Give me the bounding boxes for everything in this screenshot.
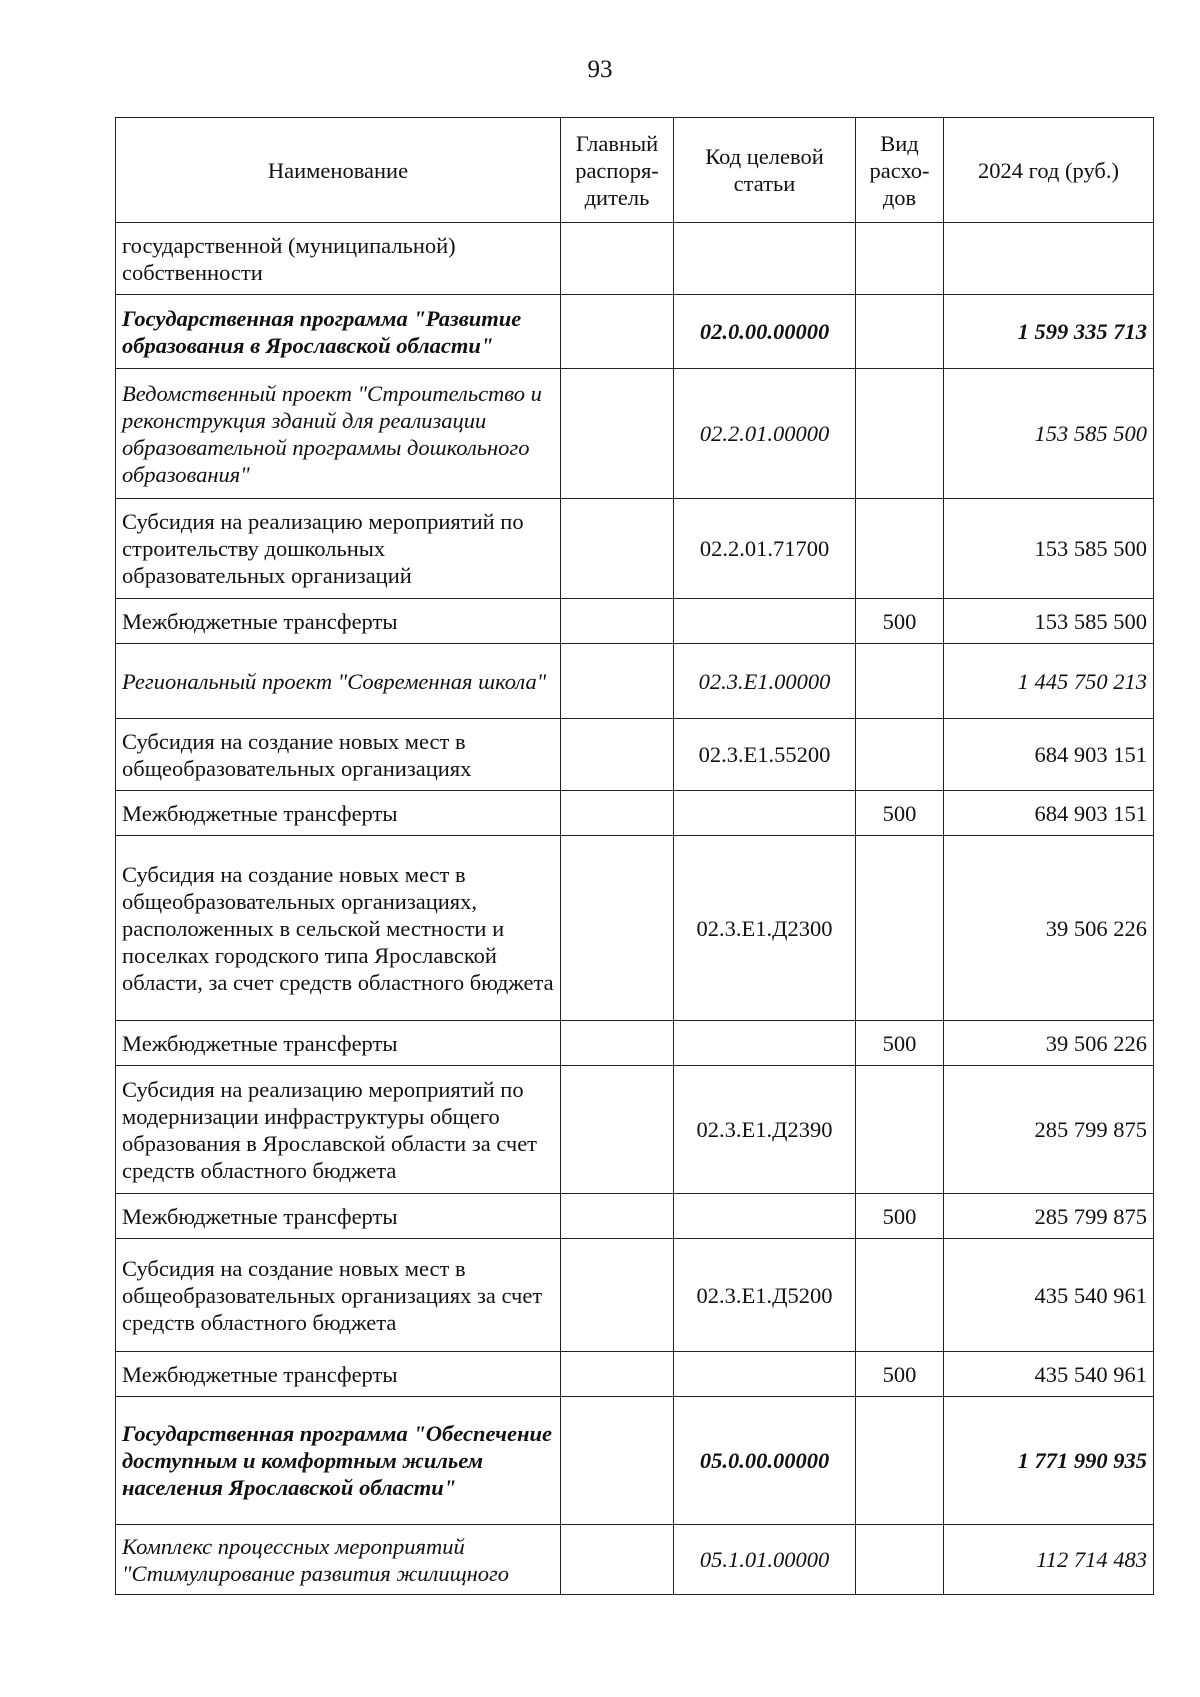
header-code: Код целевой статьи bbox=[674, 118, 856, 223]
row-manager-cell bbox=[561, 1194, 674, 1239]
row-name-cell: Субсидия на создание новых мест в общеобразовательных организациях bbox=[116, 719, 561, 791]
row-kind-cell: 500 bbox=[856, 791, 944, 836]
page-number: 93 bbox=[587, 56, 613, 83]
table-row bbox=[116, 1397, 1154, 1525]
row-manager-cell bbox=[561, 369, 674, 499]
row-kind-cell bbox=[856, 1239, 944, 1352]
table-row bbox=[116, 295, 1154, 369]
row-manager-cell bbox=[561, 791, 674, 836]
row-kind-cell: 500 bbox=[856, 1352, 944, 1397]
table-row bbox=[116, 1239, 1154, 1352]
row-amount-cell: 153 585 500 bbox=[944, 499, 1154, 599]
row-kind-cell bbox=[856, 836, 944, 1021]
row-amount-cell: 39 506 226 bbox=[944, 1021, 1154, 1066]
row-code-cell: 02.3.Е1.Д2390 bbox=[674, 1066, 856, 1194]
row-amount-cell: 153 585 500 bbox=[944, 599, 1154, 644]
row-manager-cell bbox=[561, 644, 674, 719]
row-manager-cell bbox=[561, 1352, 674, 1397]
header-kind: Вид расхо-дов bbox=[856, 118, 944, 223]
row-amount-cell: 1 771 990 935 bbox=[944, 1397, 1154, 1525]
row-amount-cell: 684 903 151 bbox=[944, 719, 1154, 791]
table-row bbox=[116, 791, 1154, 836]
row-manager-cell bbox=[561, 836, 674, 1021]
row-manager-cell bbox=[561, 719, 674, 791]
row-manager-cell bbox=[561, 499, 674, 599]
row-name-cell: Комплекс процессных мероприятий "Стимулирование развития жилищного bbox=[116, 1525, 561, 1595]
row-code-cell bbox=[674, 223, 856, 295]
row-name-cell: государственной (муниципальной) собственности bbox=[116, 223, 561, 295]
row-manager-cell bbox=[561, 1239, 674, 1352]
row-code-cell: 02.3.Е1.00000 bbox=[674, 644, 856, 719]
row-kind-cell: 500 bbox=[856, 1194, 944, 1239]
row-kind-cell bbox=[856, 644, 944, 719]
row-name-cell: Межбюджетные трансферты bbox=[116, 1352, 561, 1397]
row-code-cell bbox=[674, 1021, 856, 1066]
row-kind-cell bbox=[856, 1397, 944, 1525]
row-kind-cell bbox=[856, 1066, 944, 1194]
row-kind-cell bbox=[856, 1525, 944, 1595]
table-row bbox=[116, 1194, 1154, 1239]
row-kind-cell bbox=[856, 369, 944, 499]
row-name-cell: Межбюджетные трансферты bbox=[116, 599, 561, 644]
row-code-cell: 02.3.Е1.55200 bbox=[674, 719, 856, 791]
row-name-cell: Субсидия на создание новых мест в общеобразовательных организациях за счет средств областного бюджета bbox=[116, 1239, 561, 1352]
row-manager-cell bbox=[561, 1021, 674, 1066]
table-row bbox=[116, 1021, 1154, 1066]
row-code-cell: 02.0.00.00000 bbox=[674, 295, 856, 369]
row-code-cell: 05.1.01.00000 bbox=[674, 1525, 856, 1595]
row-code-cell bbox=[674, 791, 856, 836]
row-name-cell: Региональный проект "Современная школа" bbox=[116, 644, 561, 719]
row-amount-cell: 112 714 483 bbox=[944, 1525, 1154, 1595]
row-manager-cell bbox=[561, 1066, 674, 1194]
row-name-cell: Межбюджетные трансферты bbox=[116, 1194, 561, 1239]
row-amount-cell bbox=[944, 223, 1154, 295]
row-code-cell bbox=[674, 1352, 856, 1397]
table-row bbox=[116, 1352, 1154, 1397]
row-amount-cell: 39 506 226 bbox=[944, 836, 1154, 1021]
table-row bbox=[116, 836, 1154, 1021]
row-code-cell: 02.2.01.00000 bbox=[674, 369, 856, 499]
row-amount-cell: 684 903 151 bbox=[944, 791, 1154, 836]
row-amount-cell: 435 540 961 bbox=[944, 1239, 1154, 1352]
row-amount-cell: 285 799 875 bbox=[944, 1066, 1154, 1194]
header-amount: 2024 год (руб.) bbox=[944, 118, 1154, 223]
row-amount-cell: 285 799 875 bbox=[944, 1194, 1154, 1239]
row-name-cell: Субсидия на реализацию мероприятий по модернизации инфраструктуры общего образования в Ярославской области за счет средств областного бюджета bbox=[116, 1066, 561, 1194]
table-row bbox=[116, 499, 1154, 599]
table-row bbox=[116, 599, 1154, 644]
table-row bbox=[116, 1525, 1154, 1595]
row-code-cell: 02.3.Е1.Д5200 bbox=[674, 1239, 856, 1352]
row-manager-cell bbox=[561, 223, 674, 295]
row-code-cell: 02.3.Е1.Д2300 bbox=[674, 836, 856, 1021]
row-code-cell: 05.0.00.00000 bbox=[674, 1397, 856, 1525]
row-code-cell: 02.2.01.71700 bbox=[674, 499, 856, 599]
table-body bbox=[116, 223, 1154, 1595]
row-kind-cell bbox=[856, 223, 944, 295]
row-manager-cell bbox=[561, 1525, 674, 1595]
row-manager-cell bbox=[561, 599, 674, 644]
row-name-cell: Субсидия на реализацию мероприятий по строительству дошкольных образовательных организаций bbox=[116, 499, 561, 599]
row-code-cell bbox=[674, 599, 856, 644]
row-amount-cell: 1 445 750 213 bbox=[944, 644, 1154, 719]
row-code-cell bbox=[674, 1194, 856, 1239]
table-row bbox=[116, 369, 1154, 499]
row-name-cell: Государственная программа "Развитие образования в Ярославской области" bbox=[116, 295, 561, 369]
row-kind-cell: 500 bbox=[856, 1021, 944, 1066]
header-row bbox=[116, 118, 1154, 223]
row-name-cell: Субсидия на создание новых мест в общеобразовательных организациях, расположенных в сельской местности и поселках городского типа Ярославской области, за счет средств областного бюджета bbox=[116, 836, 561, 1021]
row-manager-cell bbox=[561, 1397, 674, 1525]
header-manager: Главный распоря-дитель bbox=[561, 118, 674, 223]
table-row bbox=[116, 644, 1154, 719]
row-name-cell: Ведомственный проект "Строительство и реконструкция зданий для реализации образовательной программы дошкольного образования" bbox=[116, 369, 561, 499]
row-kind-cell: 500 bbox=[856, 599, 944, 644]
row-amount-cell: 1 599 335 713 bbox=[944, 295, 1154, 369]
row-kind-cell bbox=[856, 719, 944, 791]
row-name-cell: Межбюджетные трансферты bbox=[116, 791, 561, 836]
row-amount-cell: 153 585 500 bbox=[944, 369, 1154, 499]
row-amount-cell: 435 540 961 bbox=[944, 1352, 1154, 1397]
row-name-cell: Межбюджетные трансферты bbox=[116, 1021, 561, 1066]
table-row bbox=[116, 719, 1154, 791]
table-row bbox=[116, 1066, 1154, 1194]
table-row bbox=[116, 223, 1154, 295]
row-manager-cell bbox=[561, 295, 674, 369]
row-kind-cell bbox=[856, 295, 944, 369]
header-name: Наименование bbox=[116, 118, 561, 223]
budget-table bbox=[115, 117, 1154, 1595]
row-kind-cell bbox=[856, 499, 944, 599]
row-name-cell: Государственная программа "Обеспечение доступным и комфортным жильем населения Ярославской области" bbox=[116, 1397, 561, 1525]
